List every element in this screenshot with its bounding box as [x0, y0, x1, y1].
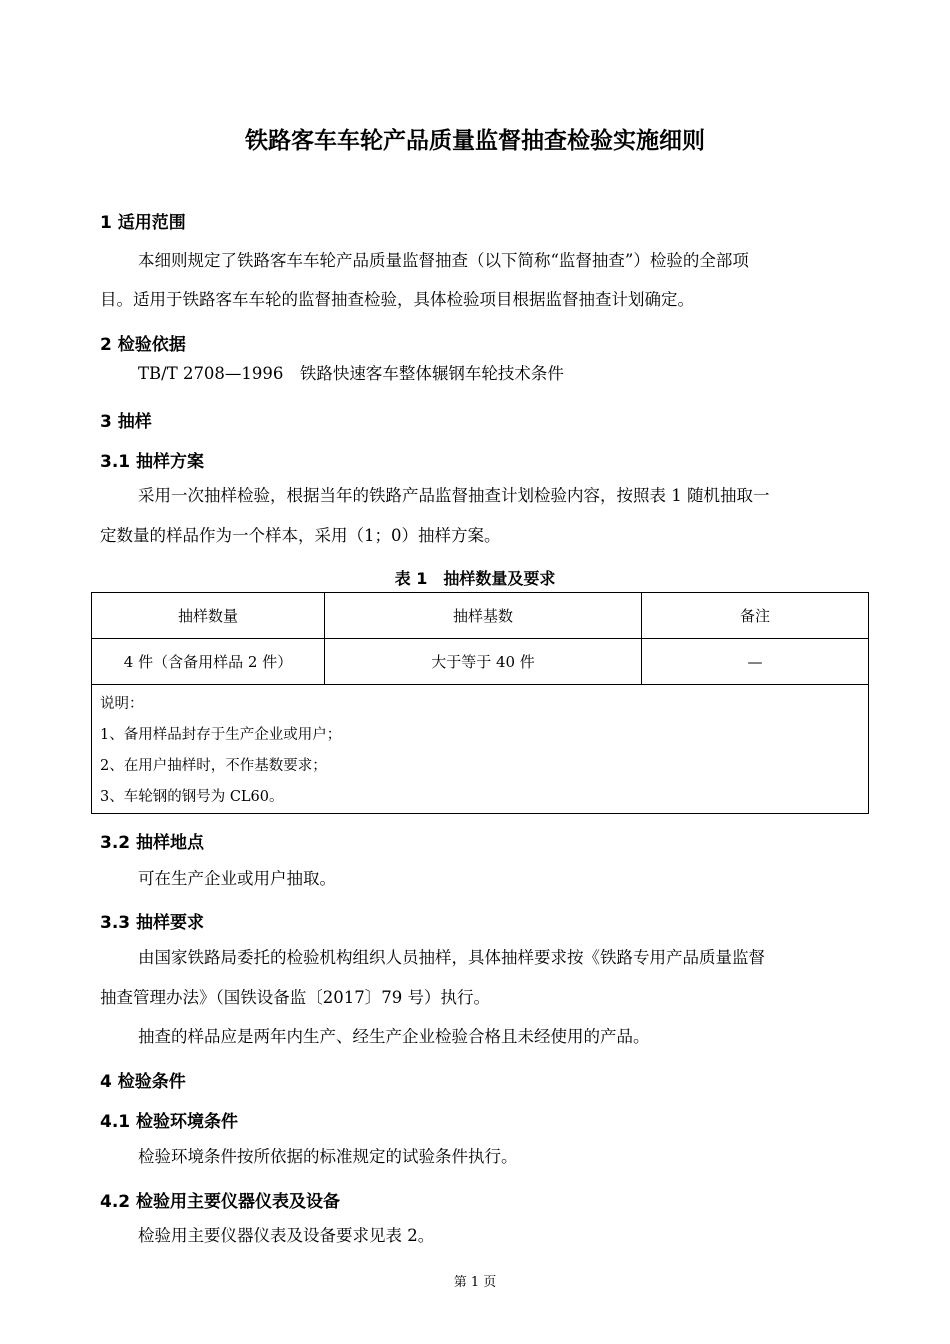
- table-header-cell: 抽样基数: [325, 593, 642, 639]
- section-4-1-heading: 4.1 检验环境条件: [100, 1112, 239, 1132]
- table-header-row: [92, 593, 869, 639]
- section-3-1-para-line1: 采用一次抽样检验，根据当年的铁路产品监督抽查计划检验内容，按照表 1 随机抽取一: [138, 486, 770, 505]
- section-4-1-para: 检验环境条件按所依据的标准规定的试验条件执行。: [138, 1147, 518, 1166]
- table-note-line: 2、在用户抽样时，不作基数要求；: [100, 758, 327, 774]
- section-1-para-line2: 目。适用于铁路客车车轮的监督抽查检验，具体检验项目根据监督抽查计划确定。: [100, 290, 694, 309]
- section-2-heading: 2 检验依据: [100, 335, 186, 355]
- section-3-3-para-line1: 由国家铁路局委托的检验机构组织人员抽样，具体抽样要求按《铁路专用产品质量监督: [138, 948, 765, 967]
- table-notes-row: [92, 685, 869, 814]
- table-header-cell: 备注: [642, 593, 869, 639]
- section-4-2-para: 检验用主要仪器仪表及设备要求见表 2。: [138, 1226, 435, 1245]
- section-3-3-heading: 3.3 抽样要求: [100, 913, 205, 933]
- table-note-line: 说明：: [100, 696, 144, 712]
- table-note-line: 3、车轮钢的钢号为 CL60。: [100, 789, 284, 805]
- section-1-heading: 1 适用范围: [100, 213, 186, 233]
- section-3-3-para2: 抽查的样品应是两年内生产、经生产企业检验合格且未经使用的产品。: [138, 1027, 650, 1046]
- section-4-heading: 4 检验条件: [100, 1072, 186, 1092]
- table-notes-cell: [92, 685, 869, 814]
- table-header-cell: 抽样数量: [92, 593, 325, 639]
- section-3-3-para-line2: 抽查管理办法》（国铁设备监〔2017〕79 号）执行。: [100, 988, 490, 1007]
- page-number: 第 1 页: [453, 1275, 497, 1290]
- section-3-heading: 3 抽样: [100, 412, 152, 432]
- table-cell: 4 件（含备用样品 2 件）: [92, 639, 325, 685]
- section-3-1-heading: 3.1 抽样方案: [100, 452, 205, 472]
- table-cell: —: [642, 639, 869, 685]
- section-1-para-line1: 本细则规定了铁路客车车轮产品质量监督抽查（以下简称“监督抽查”）检验的全部项: [138, 251, 749, 270]
- section-2-standard: TB/T 2708—1996 铁路快速客车整体辗钢车轮技术条件: [138, 364, 564, 383]
- table-note-line: 1、备用样品封存于生产企业或用户；: [100, 727, 342, 743]
- table-1-caption: 表 1 抽样数量及要求: [394, 569, 556, 588]
- section-3-2-para: 可在生产企业或用户抽取。: [138, 869, 336, 888]
- table-cell: 大于等于 40 件: [325, 639, 642, 685]
- table-1: [91, 592, 869, 814]
- section-3-2-heading: 3.2 抽样地点: [100, 833, 205, 853]
- document-title: 铁路客车车轮产品质量监督抽查检验实施细则: [245, 128, 705, 154]
- section-3-1-para-line2: 定数量的样品作为一个样本，采用（1；0）抽样方案。: [100, 526, 501, 545]
- section-4-2-heading: 4.2 检验用主要仪器仪表及设备: [100, 1192, 341, 1212]
- table-row: [92, 639, 869, 685]
